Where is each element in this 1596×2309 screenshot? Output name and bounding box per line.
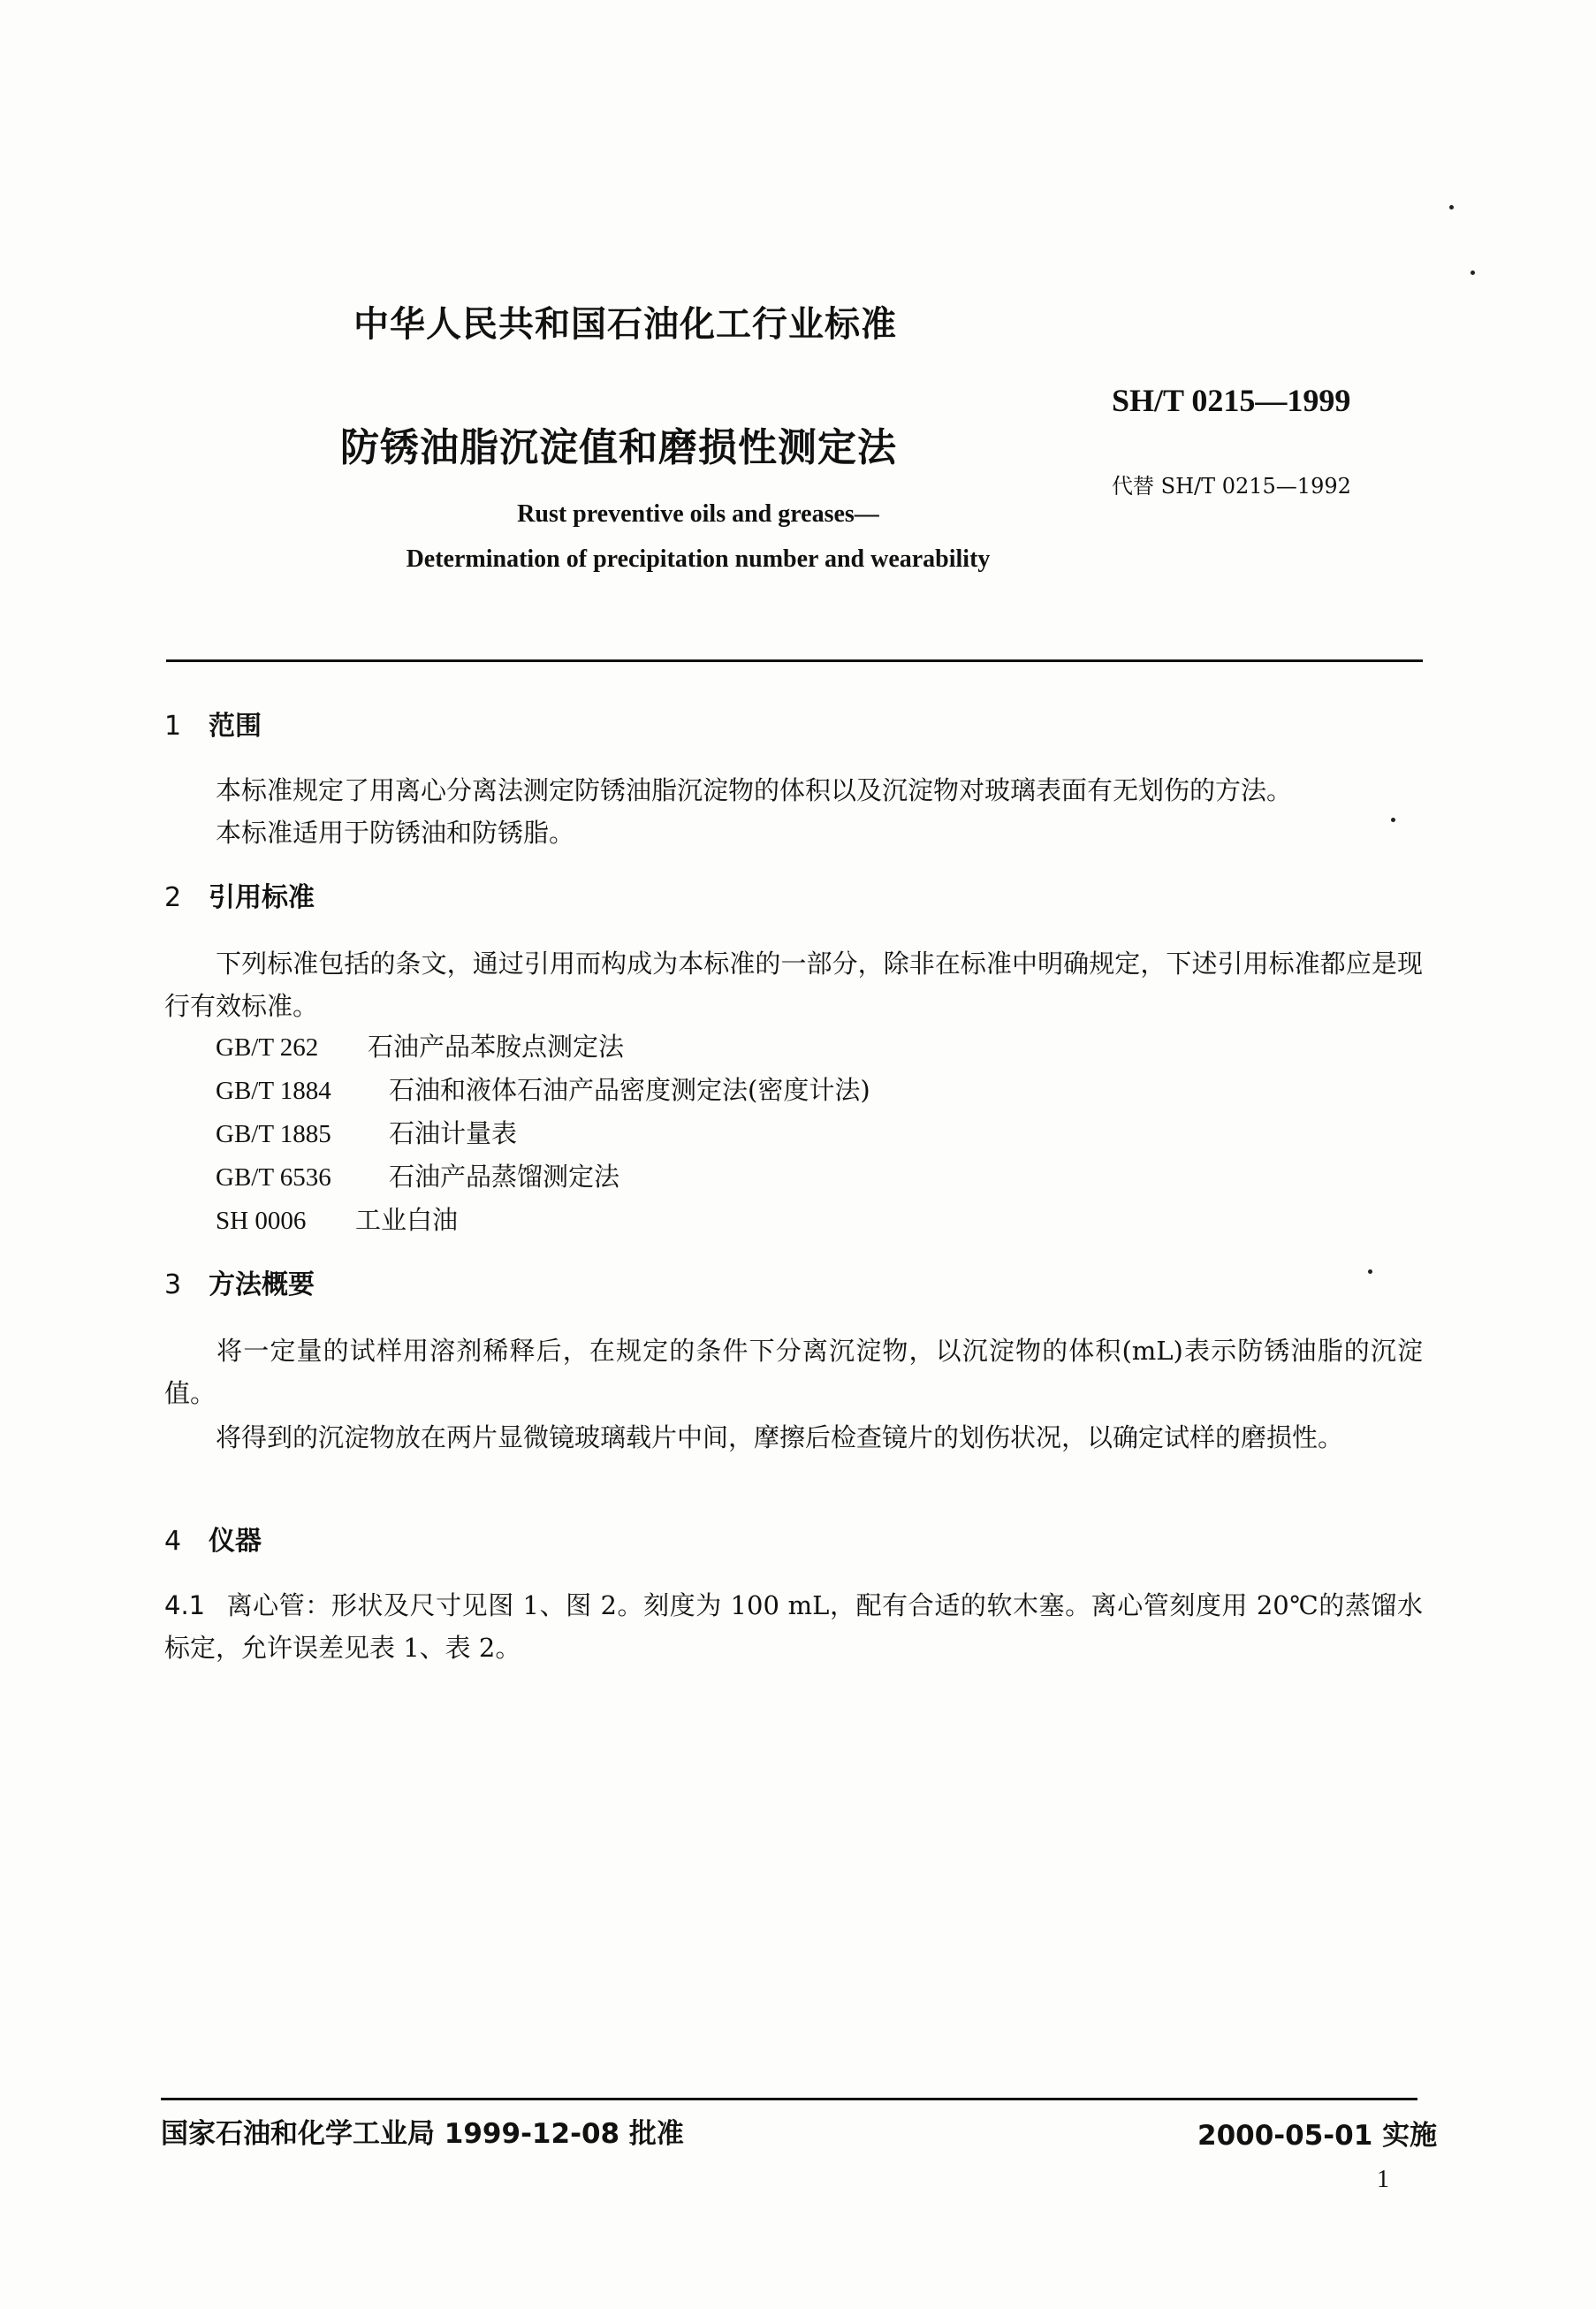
reference-code: SH 0006 (216, 1207, 307, 1235)
scan-speck (1471, 271, 1475, 275)
paragraph-text: 将一定量的试样用溶剂稀释后，在规定的条件下分离沉淀物，以沉淀物的体积(mL)表示防锈油脂的沉淀值。 (164, 1336, 1423, 1408)
reference-code: GB/T 6536 (216, 1163, 331, 1192)
reference-name: 石油和液体石油产品密度测定法(密度计法) (389, 1075, 870, 1105)
header-divider (166, 659, 1423, 662)
effective-date: 2000-05-01 实施 (1197, 2120, 1438, 2152)
reference-item (216, 1200, 458, 1237)
footer-divider (161, 2098, 1417, 2100)
issuing-body-heading: 中华人民共和国石油化工行业标准 (353, 304, 897, 345)
paragraph-text: 将得到的沉淀物放在两片显微镜玻璃载片中间，摩擦后检查镜片的划伤状况，以确定试样的磨损性。 (216, 1422, 1344, 1452)
document-title-en-line1: Rust preventive oils and greases— (517, 500, 879, 528)
reference-code: GB/T 1884 (216, 1077, 331, 1105)
document-title-en-line2: Determination of precipitation number and wearability (406, 545, 991, 573)
section-2-intro (164, 942, 1423, 1027)
clause-number: 4.1 (164, 1590, 206, 1620)
approval-note: 国家石油和化学工业局 1999-12-08 批准 (161, 2118, 684, 2150)
scan-speck (1368, 1269, 1372, 1274)
section-4-heading (164, 1519, 262, 1558)
reference-item (216, 1071, 870, 1107)
section-3-para-1 (164, 1330, 1423, 1414)
reference-item (216, 1157, 619, 1193)
section-number: 1 (164, 711, 182, 742)
reference-item (216, 1114, 517, 1150)
reference-code: GB/T 262 (216, 1033, 319, 1062)
section-1-para-1 (164, 769, 1423, 812)
scan-speck (1391, 818, 1395, 822)
paragraph-text: 本标准适用于防锈油和防锈脂。 (216, 818, 575, 848)
section-title: 仪器 (209, 1526, 262, 1557)
paragraph-text: 离心管：形状及尺寸见图 1、图 2。刻度为 100 mL，配有合适的软木塞。离心管刻度用 20℃的蒸馏水标定，允许误差见表 1、表 2。 (164, 1590, 1423, 1663)
section-title: 范围 (209, 711, 262, 742)
reference-name: 石油产品蒸馏测定法 (389, 1162, 620, 1192)
section-title: 方法概要 (209, 1269, 315, 1300)
section-1-para-2 (164, 812, 1423, 854)
section-1-heading (164, 704, 262, 743)
document-title-cn: 防锈油脂沉淀值和磨损性测定法 (340, 425, 897, 470)
scan-speck (1449, 205, 1454, 210)
reference-name: 石油产品苯胺点测定法 (368, 1032, 625, 1062)
section-number: 2 (164, 882, 182, 913)
reference-name: 石油计量表 (389, 1118, 518, 1148)
standard-number: SH/T 0215—1999 (1112, 383, 1351, 418)
clause-4-1 (164, 1584, 1423, 1669)
replaces-note: 代替 SH/T 0215—1992 (1112, 474, 1351, 499)
section-title: 引用标准 (209, 882, 315, 913)
page-number: 1 (1377, 2166, 1389, 2193)
section-2-heading (164, 875, 315, 914)
reference-item (216, 1027, 624, 1063)
reference-name: 工业白油 (355, 1205, 459, 1235)
paragraph-text: 下列标准包括的条文，通过引用而构成为本标准的一部分，除非在标准中明确规定，下述引用标准都应是现行有效标准。 (164, 949, 1423, 1021)
section-3-heading (164, 1262, 315, 1301)
paragraph-text: 本标准规定了用离心分离法测定防锈油脂沉淀物的体积以及沉淀物对玻璃表面有无划伤的方法。 (216, 775, 1293, 805)
section-3-para-2 (164, 1416, 1423, 1459)
section-number: 4 (164, 1526, 182, 1557)
section-number: 3 (164, 1269, 182, 1300)
reference-code: GB/T 1885 (216, 1120, 331, 1148)
